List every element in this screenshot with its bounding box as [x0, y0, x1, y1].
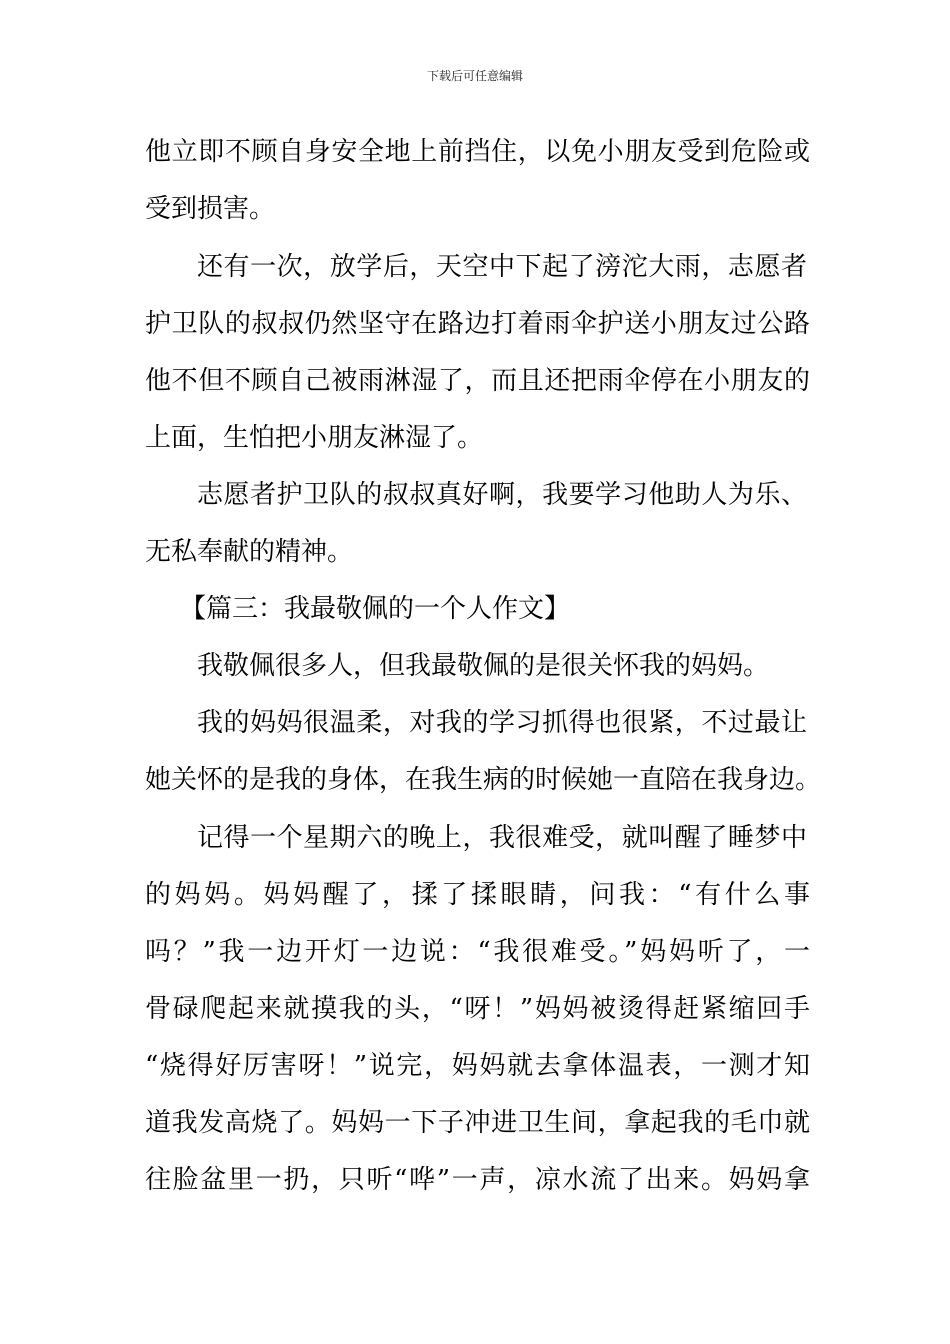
text-line: 我敬佩很多人，但我最敬佩的是很关怀我的妈妈。	[197, 651, 770, 681]
text-line: 上面，生怕把小朋友淋湿了。	[145, 423, 484, 453]
text-line: 的妈妈。妈妈醒了，揉了揉眼睛，问我：“有什么事	[145, 880, 810, 910]
text-line: 道我发高烧了。妈妈一下子冲进卫生间，拿起我的毛巾就	[145, 1108, 810, 1138]
text-line: 吗？”我一边开灯一边说：“我很难受。”妈妈听了，一	[145, 937, 810, 967]
text-line: 记得一个星期六的晚上，我很难受，就叫醒了睡梦中	[197, 823, 807, 853]
text-line: 骨碌爬起来就摸我的头，“呀！”妈妈被烫得赶紧缩回手	[145, 994, 810, 1024]
text-line: 他不但不顾自己被雨淋湿了，而且还把雨伞停在小朋友的	[145, 366, 810, 396]
page-header: 下载后可任意编辑	[426, 69, 523, 83]
text-line: 我的妈妈很温柔，对我的学习抓得也很紧，不过最让	[197, 708, 807, 738]
text-line: 受到损害。	[145, 194, 276, 224]
text-line: 往脸盆里一扔，只听“哗”一声，凉水流了出来。妈妈拿	[145, 1165, 810, 1195]
text-line: 志愿者护卫队的叔叔真好啊，我要学习他助人为乐、	[197, 480, 807, 510]
text-line: “烧得好厉害呀！”说完，妈妈就去拿体温表，一测才知	[145, 1051, 810, 1081]
text-line: 她关怀的是我的身体，在我生病的时候她一直陪在我身边。	[145, 765, 822, 795]
text-line: 无私奉献的精神。	[145, 537, 354, 567]
section-heading: 【篇三：我最敬佩的一个人作文】	[180, 594, 571, 624]
text-line: 还有一次，放学后，天空中下起了滂沱大雨，志愿者	[197, 252, 807, 282]
text-line: 护卫队的叔叔仍然坚守在路边打着雨伞护送小朋友过公路	[145, 309, 810, 339]
text-line: 他立即不顾自身安全地上前挡住，以免小朋友受到危险或	[145, 137, 810, 167]
